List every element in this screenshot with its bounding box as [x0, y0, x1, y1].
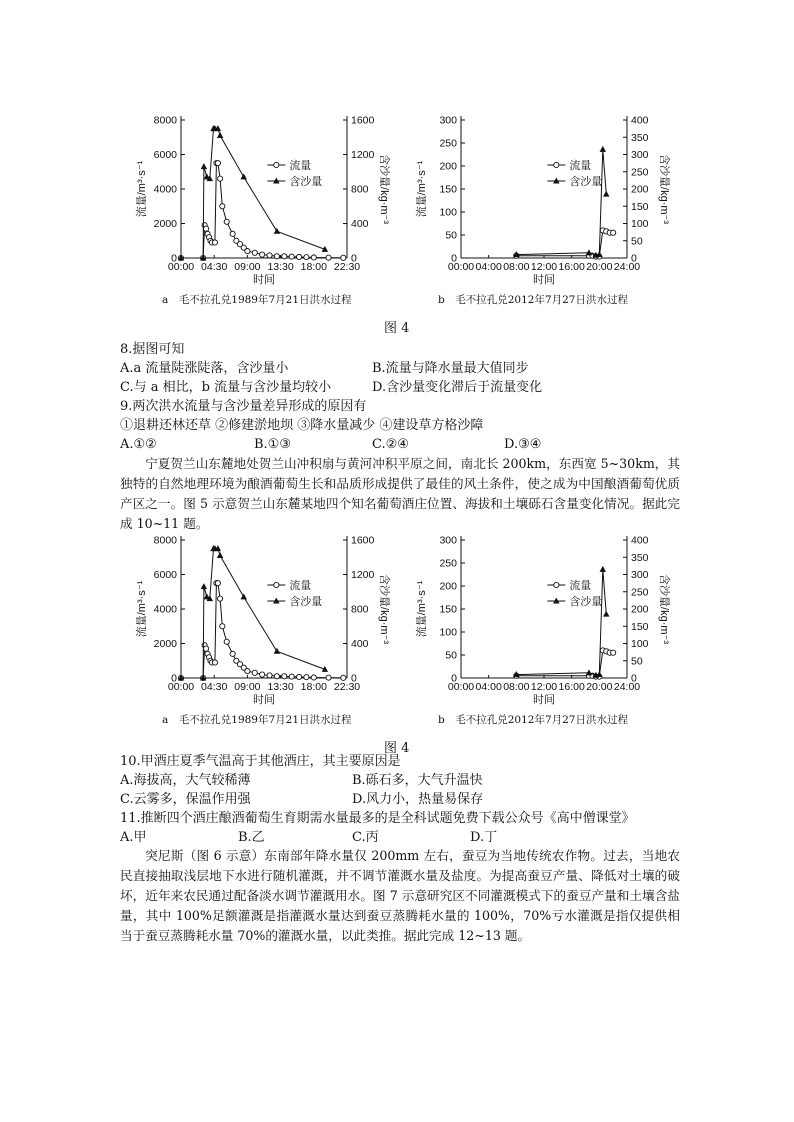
left-tick-label: 250 — [439, 557, 457, 570]
sediment-point — [217, 552, 223, 558]
chart-a-caption: a 毛不拉孔兑1989年7月21日洪水过程 — [162, 294, 352, 306]
right-tick-label: 350 — [631, 131, 649, 144]
x-axis-title: 时间 — [253, 694, 275, 706]
chart-a-copy-svg — [135, 528, 395, 713]
left-tick-label: 300 — [439, 534, 457, 547]
legend-flow-label: 流量 — [569, 160, 592, 172]
right-tick-label: 250 — [631, 586, 649, 599]
left-tick-label: 4000 — [153, 183, 177, 196]
right-tick-label: 800 — [351, 183, 369, 196]
legend-flow-marker — [274, 582, 279, 587]
flow-point — [274, 254, 279, 259]
q9-items: ①退耕还林还草 ②修建淤地坝 ③降水量减少 ④建设草方格沙障 — [120, 418, 484, 433]
left-tick-label: 8000 — [153, 534, 177, 547]
left-tick-label: 50 — [445, 229, 457, 242]
right-tick-label: 400 — [351, 638, 369, 650]
left-tick-label: 0 — [451, 672, 457, 685]
flow-point — [611, 650, 616, 655]
q9-option-a: A.①② — [120, 437, 157, 452]
flow-point — [245, 669, 250, 674]
right-tick-label: 800 — [351, 603, 369, 616]
question-8 — [120, 340, 680, 397]
x-tick-label: 12:00 — [530, 261, 558, 273]
right-tick-label: 100 — [631, 638, 649, 650]
flow-point — [215, 581, 220, 586]
right-tick-label: 150 — [631, 620, 649, 633]
flow-point — [304, 255, 309, 260]
flow-point — [326, 255, 331, 260]
flow-point — [203, 226, 208, 231]
left-tick-label: 200 — [439, 580, 457, 593]
flow-point — [218, 176, 223, 181]
left-tick-label: 200 — [439, 160, 457, 173]
question-9 — [120, 397, 680, 454]
right-tick-label: 300 — [631, 149, 649, 161]
question-11 — [120, 809, 680, 847]
sediment-point — [201, 583, 207, 589]
right-tick-label: 0 — [631, 252, 637, 265]
question-10 — [120, 752, 680, 809]
right-tick-label: 0 — [351, 672, 357, 685]
right-tick-label: 50 — [631, 655, 643, 668]
sediment-point — [586, 669, 592, 675]
flow-point — [252, 670, 257, 675]
left-axis-title: 流量/m³·s⁻¹ — [416, 160, 428, 218]
left-tick-label: 2000 — [153, 218, 177, 230]
flow-point — [282, 254, 287, 259]
q8-option-c: C.与 a 相比，b 流量与含沙量均较小 — [120, 380, 332, 395]
right-tick-label: 50 — [631, 235, 643, 248]
sediment-point — [217, 132, 223, 138]
q10-option-b: B.砾石多，大气升温快 — [352, 773, 483, 788]
flow-point — [224, 639, 229, 644]
legend-flow-label: 流量 — [289, 580, 312, 592]
fig4-chart-b — [415, 108, 675, 293]
left-tick-label: 100 — [439, 626, 457, 639]
q9-stem: 9.两次洪水流量与含沙量差异形成的原因有 — [120, 399, 367, 414]
right-tick-label: 1200 — [351, 149, 375, 161]
passage-helan: 宁夏贺兰山东麓地处贺兰山冲积扇与黄河冲积平原之间，南北长 200km，东西宽 5~30km，其独特的自然地理环境为酿酒葡萄生长和品质形成提供了最佳的风土条件，使之成为中国酿酒葡萄优质产区之一。图 5 示意贺兰山东麓某地四个知名葡萄酒庄位置、海拔和土壤砾石含量变化情况。据此完成 10~11 题。 — [120, 456, 680, 531]
flow-point — [224, 219, 229, 224]
flow-point — [296, 254, 301, 259]
flow-point — [296, 674, 301, 679]
sediment-point — [586, 249, 592, 255]
fig4-chart-a — [135, 108, 395, 293]
fig4-chart-a-copy — [135, 528, 395, 713]
sediment-point — [241, 173, 247, 179]
x-tick-label: 08:00 — [503, 681, 530, 693]
x-axis-title: 时间 — [253, 274, 275, 286]
right-axis-title: 含沙量/kg·m⁻³ — [378, 574, 390, 644]
flow-point — [212, 660, 217, 665]
passage-tunisia: 突尼斯（图 6 示意）东南部年降水量仅 200mm 左右，蚕豆为当地传统农作物。过去，当地农民直接抽取浅层地下水进行随机灌溉，并不调节灌溉水量及盐度。为提高蚕豆产量、降低对土壤的破坏，近年来农民通过配备淡水调节灌溉用水。图 7 示意研究区不同灌溉模式下的蚕豆产量和土壤含盐量，其中 100%足额灌溉是指灌溉水量达到蚕豆蒸腾耗水量的 100%，70%亏水灌溉是指仅提供相当于蚕豆蒸腾耗水量 70%的灌溉水量，以此类推。据此完成 12~13 题。 — [120, 848, 680, 943]
flow-point — [274, 674, 279, 679]
legend-flow-marker — [274, 162, 279, 167]
legend-flow-marker — [554, 162, 559, 167]
right-axis-title: 含沙量/kg·m⁻³ — [658, 154, 670, 224]
right-tick-label: 250 — [631, 166, 649, 179]
sediment-point — [600, 566, 606, 572]
q11-option-c: C.丙 — [352, 830, 379, 845]
q11-stem: 11.推断四个酒庄酿酒葡萄生育期需水量最多的是全科试题免费下载公众号《高中僧课堂》 — [120, 811, 635, 826]
flow-point — [220, 204, 225, 209]
flow-point — [212, 240, 217, 245]
flow-point — [252, 250, 257, 255]
x-tick-label: 13:30 — [267, 681, 294, 693]
figure-label-copy: 图 4 — [384, 741, 410, 756]
x-tick-label: 13:30 — [267, 261, 294, 273]
legend-sediment-label: 含沙量 — [569, 176, 603, 188]
x-axis-title: 时间 — [533, 694, 555, 706]
left-tick-label: 150 — [439, 603, 457, 616]
x-tick-label: 16:00 — [558, 261, 585, 273]
q10-option-d: D.风力小，热量易保存 — [352, 792, 484, 807]
x-tick-label: 09:00 — [234, 261, 261, 273]
flow-point — [311, 255, 316, 260]
right-tick-label: 300 — [631, 569, 649, 581]
series-line — [181, 129, 325, 258]
right-tick-label: 400 — [631, 114, 649, 127]
flow-point — [341, 255, 346, 260]
left-tick-label: 100 — [439, 206, 457, 219]
chart-a-caption-copy: a 毛不拉孔兑1989年7月21日洪水过程 — [162, 714, 352, 726]
left-tick-label: 6000 — [153, 569, 177, 581]
x-tick-label: 04:00 — [475, 681, 502, 693]
right-tick-label: 200 — [631, 183, 649, 196]
right-tick-label: 350 — [631, 551, 649, 564]
sediment-point — [600, 146, 606, 152]
flow-point — [218, 596, 223, 601]
x-tick-label: 22:30 — [333, 681, 361, 693]
x-tick-label: 00:00 — [167, 261, 195, 273]
q10-option-a: A.海拔高，大气较稀薄 — [120, 773, 251, 788]
flow-point — [230, 651, 235, 656]
right-tick-label: 1600 — [351, 534, 375, 547]
flow-point — [326, 675, 331, 680]
sediment-point — [603, 611, 609, 617]
left-tick-label: 150 — [439, 183, 457, 196]
right-tick-label: 0 — [631, 672, 637, 685]
q11-option-a: A.甲 — [120, 830, 147, 845]
q8-option-b: B.流量与降水量最大值同步 — [372, 361, 529, 376]
left-tick-label: 0 — [171, 252, 177, 265]
flow-point — [341, 675, 346, 680]
left-tick-label: 2000 — [153, 638, 177, 650]
q10-stem: 10.甲酒庄夏季气温高于其他酒庄，其主要原因是 — [120, 754, 401, 769]
flow-point — [289, 254, 294, 259]
flow-point — [260, 252, 265, 257]
q11-option-d: D.丁 — [470, 830, 498, 845]
right-axis-title: 含沙量/kg·m⁻³ — [658, 574, 670, 644]
sediment-point — [274, 648, 280, 654]
left-tick-label: 4000 — [153, 603, 177, 616]
right-tick-label: 0 — [351, 252, 357, 265]
right-tick-label: 150 — [631, 200, 649, 213]
legend-sediment-label: 含沙量 — [569, 596, 603, 608]
right-tick-label: 400 — [351, 218, 369, 230]
flow-point — [245, 249, 250, 254]
sediment-point — [201, 163, 207, 169]
x-tick-label: 09:00 — [234, 681, 261, 693]
q8-stem: 8.据图可知 — [120, 342, 185, 357]
left-tick-label: 6000 — [153, 149, 177, 161]
right-tick-label: 200 — [631, 603, 649, 616]
x-tick-label: 04:30 — [201, 681, 228, 693]
flow-point — [304, 675, 309, 680]
flow-point — [282, 674, 287, 679]
legend-flow-label: 流量 — [289, 160, 312, 172]
left-tick-label: 250 — [439, 137, 457, 150]
flow-point — [220, 624, 225, 629]
sediment-point — [274, 228, 280, 234]
q10-option-c: C.云雾多，保温作用强 — [120, 792, 251, 807]
flow-point — [311, 675, 316, 680]
legend-flow-marker — [554, 582, 559, 587]
left-tick-label: 0 — [451, 252, 457, 265]
flow-point — [230, 231, 235, 236]
fig4-chart-b-copy — [415, 528, 675, 713]
flow-point — [611, 230, 616, 235]
left-axis-title: 流量/m³·s⁻¹ — [136, 580, 148, 638]
q9-option-c: C.②④ — [372, 437, 409, 452]
left-axis-title: 流量/m³·s⁻¹ — [136, 160, 148, 218]
q9-option-b: B.①③ — [254, 437, 291, 452]
left-tick-label: 300 — [439, 114, 457, 127]
right-tick-label: 1200 — [351, 569, 375, 581]
x-tick-label: 24:00 — [613, 681, 641, 693]
q11-option-b: B.乙 — [238, 830, 265, 845]
x-tick-label: 16:00 — [558, 681, 585, 693]
chart-b-copy-svg — [415, 528, 675, 713]
x-tick-label: 24:00 — [613, 261, 641, 273]
chart-b-caption-copy: b 毛不拉孔兑2012年7月27日洪水过程 — [438, 714, 628, 726]
q8-option-a: A.a 流量陡涨陡落，含沙量小 — [120, 361, 289, 376]
x-tick-label: 00:00 — [447, 261, 475, 273]
x-tick-label: 12:00 — [530, 681, 558, 693]
left-tick-label: 8000 — [153, 114, 177, 127]
flow-point — [267, 673, 272, 678]
x-tick-label: 22:30 — [333, 261, 361, 273]
flow-point — [215, 161, 220, 166]
right-tick-label: 100 — [631, 218, 649, 230]
flow-point — [289, 674, 294, 679]
figure-label: 图 4 — [384, 321, 410, 336]
x-tick-label: 00:00 — [447, 681, 475, 693]
q8-option-d: D.含沙量变化滞后于流量变化 — [372, 380, 543, 395]
x-tick-label: 04:00 — [475, 261, 502, 273]
sediment-point — [603, 191, 609, 197]
flow-point — [260, 672, 265, 677]
left-axis-title: 流量/m³·s⁻¹ — [416, 580, 428, 638]
chart-a-svg — [135, 108, 395, 293]
flow-point — [267, 253, 272, 258]
legend-sediment-label: 含沙量 — [289, 176, 323, 188]
x-tick-label: 18:00 — [300, 261, 327, 273]
x-tick-label: 20:00 — [586, 261, 613, 273]
chart-b-svg — [415, 108, 675, 293]
legend-sediment-label: 含沙量 — [289, 596, 323, 608]
right-tick-label: 400 — [631, 534, 649, 547]
q9-option-d: D.③④ — [504, 437, 542, 452]
x-tick-label: 08:00 — [503, 261, 530, 273]
x-axis-title: 时间 — [533, 274, 555, 286]
chart-b-caption: b 毛不拉孔兑2012年7月27日洪水过程 — [438, 294, 628, 306]
sediment-point — [241, 593, 247, 599]
x-tick-label: 00:00 — [167, 681, 195, 693]
left-tick-label: 0 — [171, 672, 177, 685]
right-tick-label: 1600 — [351, 114, 375, 127]
flow-point — [203, 646, 208, 651]
left-tick-label: 50 — [445, 649, 457, 662]
series-line — [181, 549, 325, 678]
legend-flow-label: 流量 — [569, 580, 592, 592]
x-tick-label: 20:00 — [586, 681, 613, 693]
right-axis-title: 含沙量/kg·m⁻³ — [378, 154, 390, 224]
x-tick-label: 18:00 — [300, 681, 327, 693]
x-tick-label: 04:30 — [201, 261, 228, 273]
